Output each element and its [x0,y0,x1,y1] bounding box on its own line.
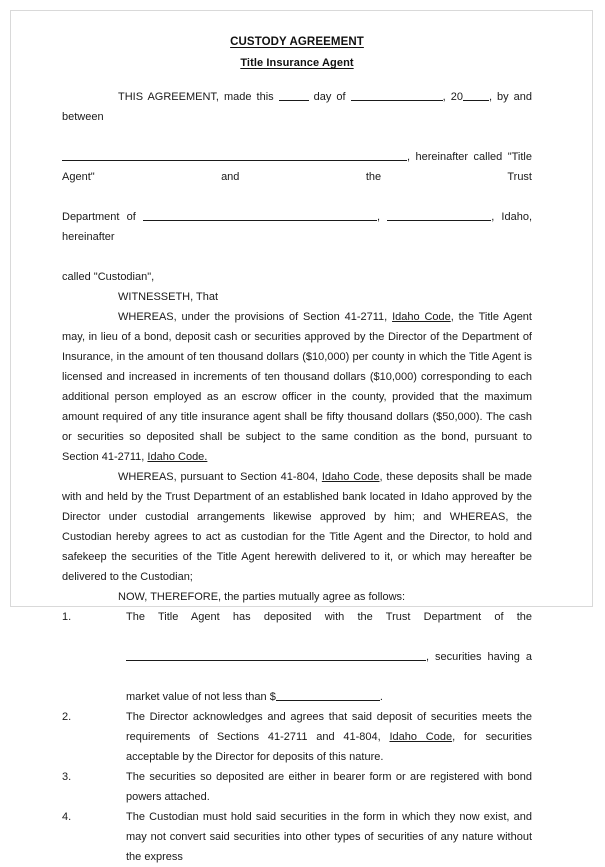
opening-text-h: called "Custodian", [62,271,155,283]
list-item [62,707,532,767]
clause-body [126,807,532,867]
idaho-code-citation: Idaho Code. [147,451,208,463]
opening-text-g: , Idaho, hereinafter [62,211,532,243]
idaho-code-citation: Idaho Code [321,471,380,483]
list-item [62,607,532,707]
document-title-sub-text: Title Insurance Agent [240,57,354,69]
whereas-1-text-b: , the Title Agent may, in lieu of a bond, deposit cash or securities approved by the Director of the Department of Insurance, in the amount of ten thousand dollars ($10,000) per county in which the Title Agent is licensed and increased in increments of ten thousand dollars ($10,000) corresponding to each additional person employed as an escrow officer in the county, provided that the maximum amount required of any title insurance agent shall be fifty thousand dollars ($50,000). The cash or securities so deposited shall be subject to the same condition as the bond, pursuant to Section 41-2711, [62,311,532,463]
opening-text-f: Department of [62,211,136,223]
clause-body [126,707,532,767]
opening-text-b: day of [313,91,346,103]
list-item [62,807,532,867]
clause-1-line-1 [126,607,532,647]
month-blank[interactable] [351,89,443,101]
clause-1-text-c: market value of not less than $ [126,691,276,703]
clause-body [126,607,532,707]
market-value-blank[interactable] [276,689,380,701]
bank-name-blank[interactable] [143,209,377,221]
opening-text-c: , 20 [442,91,463,103]
document-title-main-text: CUSTODY AGREEMENT [230,36,364,48]
document-content [62,33,532,867]
clause-1-text-a: The Title Agent has deposited with the Trust Department of the [126,611,532,623]
opening-line-1 [62,87,532,147]
document-page [10,10,593,863]
clause-2-text-a: The Director acknowledges and agrees that said deposit of securities meets the requirements of Sections 41-2711 and 41-804, [126,711,532,743]
opening-line-2 [62,147,532,207]
clause-number: 1. [62,611,72,623]
clause-3-text: The securities so deposited are either in bearer form or are registered with bond powers attached. [126,771,532,803]
opening-line-4 [62,267,532,287]
clause-1-text-d: . [379,691,383,703]
now-therefore-paragraph: NOW, THEREFORE, the parties mutually agree as follows: [118,591,406,603]
opening-line-3: Department of , , Idaho, hereinafter [62,211,532,243]
idaho-code-citation: Idaho Code [389,731,453,743]
clause-number: 4. [62,811,72,823]
day-blank[interactable] [279,89,309,101]
clause-1-line-2 [126,647,532,687]
whereas-1-text-a: WHEREAS, under the provisions of Section 41-2711, [118,311,388,323]
agreement-clause-list [62,607,532,867]
idaho-code-citation: Idaho Code [392,311,451,323]
document-title-main [62,33,532,52]
clause-number: 3. [62,771,72,783]
clause-body [126,767,532,807]
whereas-2-text-b: , these deposits shall be made with and held by the Trust Department of an established bank located in Idaho approved by the Director under custodial arrangements likewise approved by him; and WHEREAS, the Custodian hereby agrees to act as custodian for the Title Agent and the Director, to hold and safekeep the securities of the Title Agent herewith delivered to it, or which may hereafter be delivered to the Custodian; [62,471,532,583]
clause-number: 2. [62,711,72,723]
whereas-2-text-a: WHEREAS, pursuant to Section 41-804, [118,471,318,483]
document-title-block [62,33,532,73]
city-blank[interactable] [387,209,491,221]
agreement-opening-paragraph [62,87,532,287]
clause-1-text-b: , securities having a [426,651,532,663]
opening-text-e: , hereinafter called "Title Agent" and the Trust [62,151,532,183]
opening-text-d: , by and between [62,91,532,123]
whereas-paragraph-2 [62,467,532,587]
clause-4-text: The Custodian must hold said securities in the form in which they now exist, and may not convert said securities into other types of securities of any nature without the express [126,811,532,863]
title-agent-name-blank[interactable] [62,149,407,161]
clause-1-line-3 [126,687,532,707]
document-title-sub [62,54,532,73]
whereas-paragraph-1 [62,307,532,467]
witnesseth-paragraph: WITNESSETH, That [118,291,219,303]
clause-2-text-b: , for securities acceptable by the Director for deposits of this nature. [126,731,532,763]
year-blank[interactable] [463,89,489,101]
opening-text-a: THIS AGREEMENT, made this [118,91,274,103]
deposit-description-blank[interactable] [126,649,426,661]
list-item [62,767,532,807]
